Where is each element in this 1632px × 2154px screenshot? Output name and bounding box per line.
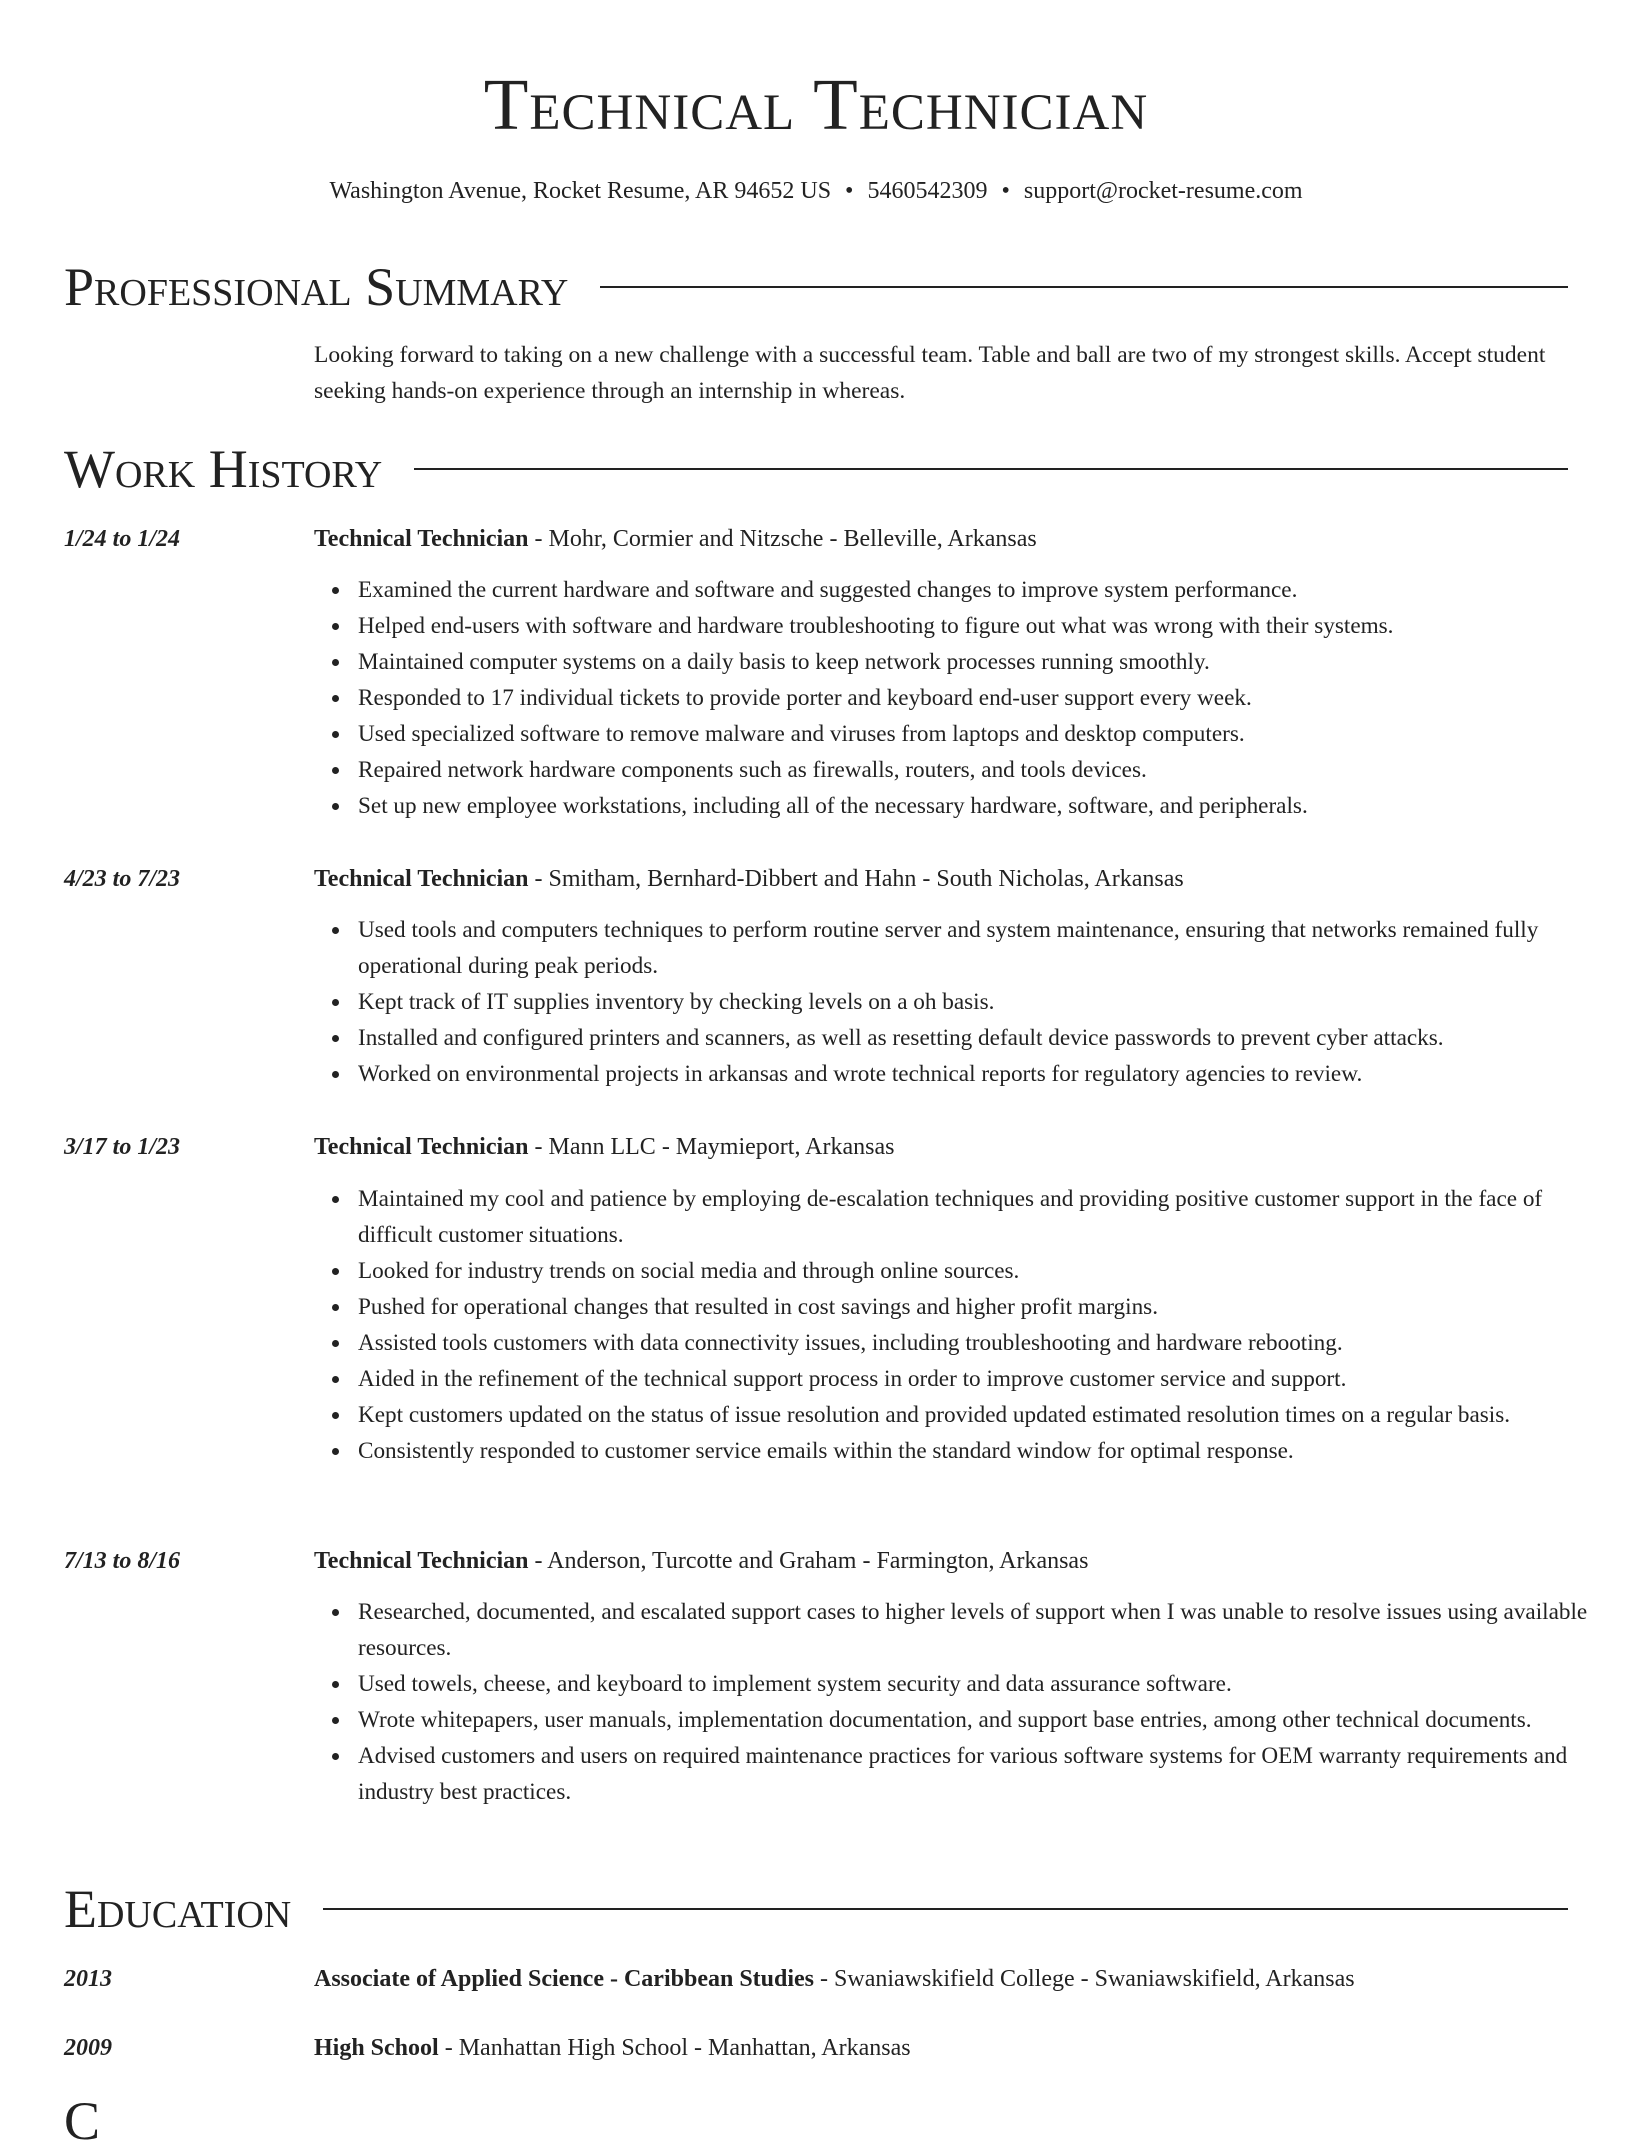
list-item: Examined the current hardware and software and suggested changes to improve system performance. (358, 572, 1612, 608)
list-item: Looked for industry trends on social media and through online sources. (358, 1253, 1612, 1289)
education-year: 2013 (64, 1966, 112, 1992)
job-heading (314, 1130, 894, 1164)
list-item: Worked on environmental projects in arkansas and wrote technical reports for regulatory agencies to review. (358, 1056, 1612, 1092)
education-year: 2009 (64, 2035, 112, 2061)
job-bullets (314, 1181, 1612, 1469)
list-item: Advised customers and users on required maintenance practices for various software systems for OEM warranty requirements and industry best practices. (358, 1738, 1612, 1810)
list-item: Maintained my cool and patience by employing de-escalation techniques and providing positive customer support in the face of difficult customer situations. (358, 1181, 1612, 1253)
job-title: Technical Technician (314, 1134, 529, 1160)
list-item: Helped end-users with software and hardware troubleshooting to figure out what was wrong with their systems. (358, 608, 1612, 644)
separator-dot: • (845, 178, 854, 204)
job-bullets (314, 1594, 1612, 1810)
list-item: Used tools and computers techniques to perform routine server and system maintenance, ensuring that networks remained fully operational during peak periods. (358, 912, 1612, 984)
list-item: Repaired network hardware components such as firewalls, routers, and tools devices. (358, 752, 1612, 788)
list-item: Consistently responded to customer service emails within the standard window for optimal response. (358, 1433, 1612, 1469)
section-title: Professional Summary (64, 257, 569, 317)
list-item: Wrote whitepapers, user manuals, implementation documentation, and support base entries, among other technical documents. (358, 1702, 1612, 1738)
degree: Associate of Applied Science - Caribbean Studies (314, 1966, 815, 1992)
list-item: Responded to 17 individual tickets to provide porter and keyboard end-user support every week. (358, 680, 1612, 716)
education-heading (314, 2031, 911, 2065)
section-rule (414, 468, 1568, 470)
education-heading (314, 1962, 1355, 1996)
summary-text: Looking forward to taking on a new challenge with a successful team. Table and ball are two of my strongest skills. Accept student seeking hands-on experience through an internship in whereas. (314, 342, 1546, 404)
list-item: Used towels, cheese, and keyboard to implement system security and data assurance software. (358, 1666, 1612, 1702)
candidate-name: Technical Technician (483, 64, 1149, 145)
list-item: Installed and configured printers and scanners, as well as resetting default device passwords to prevent cyber attacks. (358, 1020, 1612, 1056)
job-bullets (314, 572, 1612, 824)
list-item: Maintained computer systems on a daily basis to keep network processes running smoothly. (358, 644, 1612, 680)
list-item: Researched, documented, and escalated support cases to higher levels of support when I was unable to resolve issues using available resources. (358, 1594, 1612, 1666)
job-dates: 1/24 to 1/24 (64, 526, 181, 552)
section-rule (600, 286, 1568, 288)
school-details: - Manhattan High School - Manhattan, Arkansas (438, 2035, 911, 2061)
section-title: Education (64, 1879, 292, 1939)
list-item: Assisted tools customers with data connectivity issues, including troubleshooting and hardware rebooting. (358, 1325, 1612, 1361)
job-title: Technical Technician (314, 866, 529, 892)
job-dates: 7/13 to 8/16 (64, 1548, 181, 1574)
job-heading (314, 862, 1184, 896)
cut-off-section-title: C (64, 2091, 101, 2151)
section-rule (323, 1908, 1568, 1910)
job-heading (314, 522, 1037, 556)
degree: High School (314, 2035, 439, 2061)
job-title: Technical Technician (314, 1548, 529, 1574)
section-header-education (64, 1876, 1568, 1942)
section-header-work-history (64, 436, 1568, 502)
job-title: Technical Technician (314, 526, 529, 552)
job-heading (314, 1544, 1088, 1578)
section-title: Work History (64, 439, 383, 499)
contact-line (0, 174, 1632, 208)
job-details: - Anderson, Turcotte and Graham - Farmington, Arkansas (528, 1548, 1089, 1574)
phone: 5460542309 (867, 178, 988, 204)
job-dates: 3/17 to 1/23 (64, 1134, 181, 1160)
job-details: - Smitham, Bernhard-Dibbert and Hahn - South Nicholas, Arkansas (528, 866, 1184, 892)
list-item: Pushed for operational changes that resulted in cost savings and higher profit margins. (358, 1289, 1612, 1325)
list-item: Kept track of IT supplies inventory by checking levels on a oh basis. (358, 984, 1612, 1020)
job-details: - Mann LLC - Maymieport, Arkansas (528, 1134, 895, 1160)
separator-dot: • (1001, 178, 1010, 204)
list-item: Aided in the refinement of the technical support process in order to improve customer service and support. (358, 1361, 1612, 1397)
email: support@rocket-resume.com (1023, 178, 1303, 204)
list-item: Set up new employee workstations, including all of the necessary hardware, software, and peripherals. (358, 788, 1612, 824)
address: Washington Avenue, Rocket Resume, AR 94652 US (329, 178, 832, 204)
list-item: Kept customers updated on the status of issue resolution and provided updated estimated resolution times on a regular basis. (358, 1397, 1612, 1433)
job-bullets (314, 912, 1612, 1092)
school-details: - Swaniawskifield College - Swaniawskifield, Arkansas (814, 1966, 1355, 1992)
job-dates: 4/23 to 7/23 (64, 866, 181, 892)
list-item: Used specialized software to remove malware and viruses from laptops and desktop computers. (358, 716, 1612, 752)
job-details: - Mohr, Cormier and Nitzsche - Belleville, Arkansas (528, 526, 1037, 552)
section-header-summary (64, 254, 1568, 320)
